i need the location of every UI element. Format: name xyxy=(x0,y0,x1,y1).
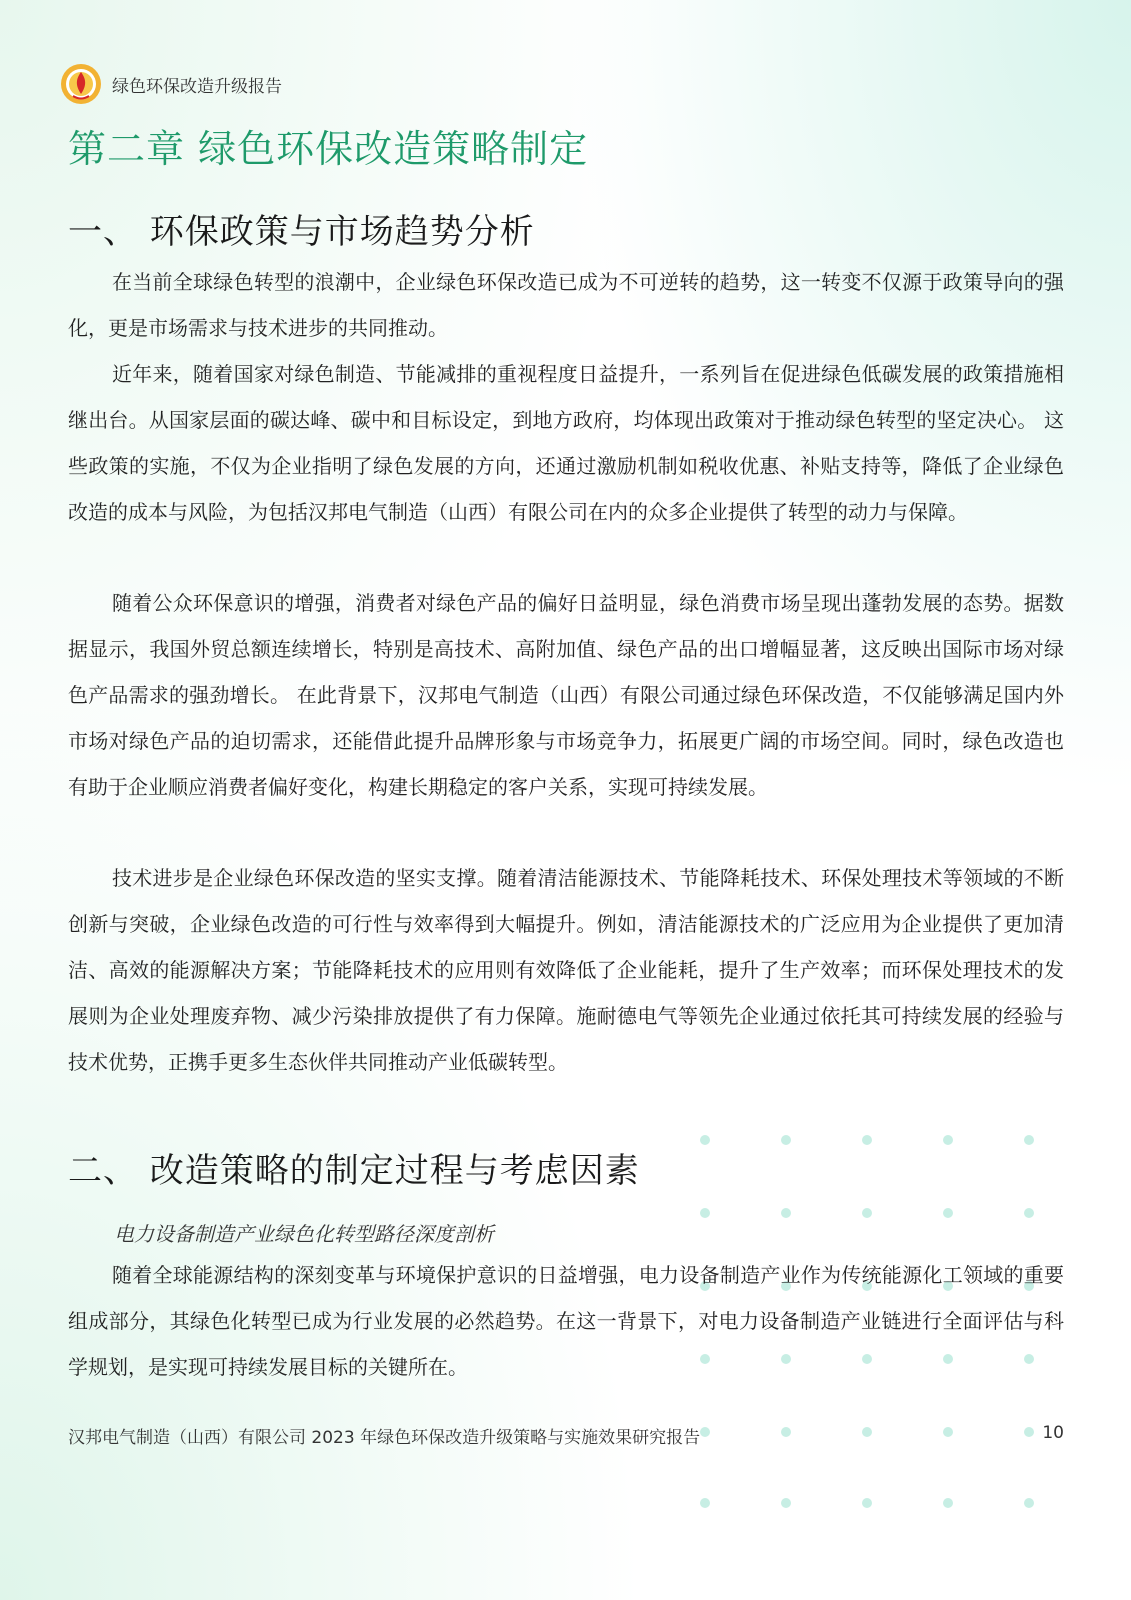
footer-text: 汉邦电气制造（山西）有限公司 2023 年绿色环保改造升级策略与实施效果研究报告 xyxy=(68,1428,701,1448)
section-subtitle: 电力设备制造产业绿色化转型路径深度剖析 xyxy=(114,1222,494,1246)
paragraph: 近年来，随着国家对绿色制造、节能减排的重视程度日益提升，一系列旨在促进绿色低碳发展的政策措施相继出台。从国家层面的碳达峰、碳中和目标设定，到地方政府，均体现出政策对于推动绿色转型的坚定决心。 这些政策的实施，不仅为企业指明了绿色发展的方向，还通过激励机制如税收优惠、补贴支持等，降低了企业绿色改造的成本与风险，为包括汉邦电气制造（山西）有限公司在内的众多企业提供了转型的动力与保障。 xyxy=(68,362,1064,524)
chapter-title: 第二章 绿色环保改造策略制定 xyxy=(68,127,589,171)
paragraph: 技术进步是企业绿色环保改造的坚实支撑。随着清洁能源技术、节能降耗技术、环保处理技术等领域的不断创新与突破，企业绿色改造的可行性与效率得到大幅提升。例如，清洁能源技术的广泛应用为企业提供了更加清洁、高效的能源解决方案；节能降耗技术的应用则有效降低了企业能耗，提升了生产效率；而环保处理技术的发展则为企业处理废弃物、减少污染排放提供了有力保障。施耐德电气等领先企业通过依托其可持续发展的经验与技术优势，正携手更多生态伙伴共同推动产业低碳转型。 xyxy=(68,866,1064,1074)
page-header xyxy=(60,62,282,106)
paragraph: 随着全球能源结构的深刻变革与环境保护意识的日益增强，电力设备制造产业作为传统能源化工领域的重要组成部分，其绿色化转型已成为行业发展的必然趋势。在这一背景下，对电力设备制造产业链进行全面评估与科学规划，是实现可持续发展目标的关键所在。 xyxy=(68,1263,1064,1379)
paragraph: 随着公众环保意识的增强，消费者对绿色产品的偏好日益明显，绿色消费市场呈现出蓬勃发展的态势。据数据显示，我国外贸总额连续增长，特别是高技术、高附加值、绿色产品的出口增幅显著，这反映出国际市场对绿色产品需求的强劲增长。 在此背景下，汉邦电气制造（山西）有限公司通过绿色环保改造，不仅能够满足国内外市场对绿色产品的迫切需求，还能借此提升品牌形象与市场竞争力，拓展更广阔的市场空间。同时，绿色改造也有助于企业顺应消费者偏好变化，构建长期稳定的客户关系，实现可持续发展。 xyxy=(68,591,1064,799)
section-title: 二、 改造策略的制定过程与考虑因素 xyxy=(68,1151,640,1191)
section-title: 一、 环保政策与市场趋势分析 xyxy=(68,212,535,252)
page-footer xyxy=(68,1423,1064,1448)
company-emblem-icon xyxy=(60,63,102,105)
page-number: 10 xyxy=(1042,1423,1064,1443)
paragraph: 在当前全球绿色转型的浪潮中，企业绿色环保改造已成为不可逆转的趋势，这一转变不仅源于政策导向的强化，更是市场需求与技术进步的共同推动。 xyxy=(68,270,1064,340)
header-title: 绿色环保改造升级报告 xyxy=(112,76,282,97)
